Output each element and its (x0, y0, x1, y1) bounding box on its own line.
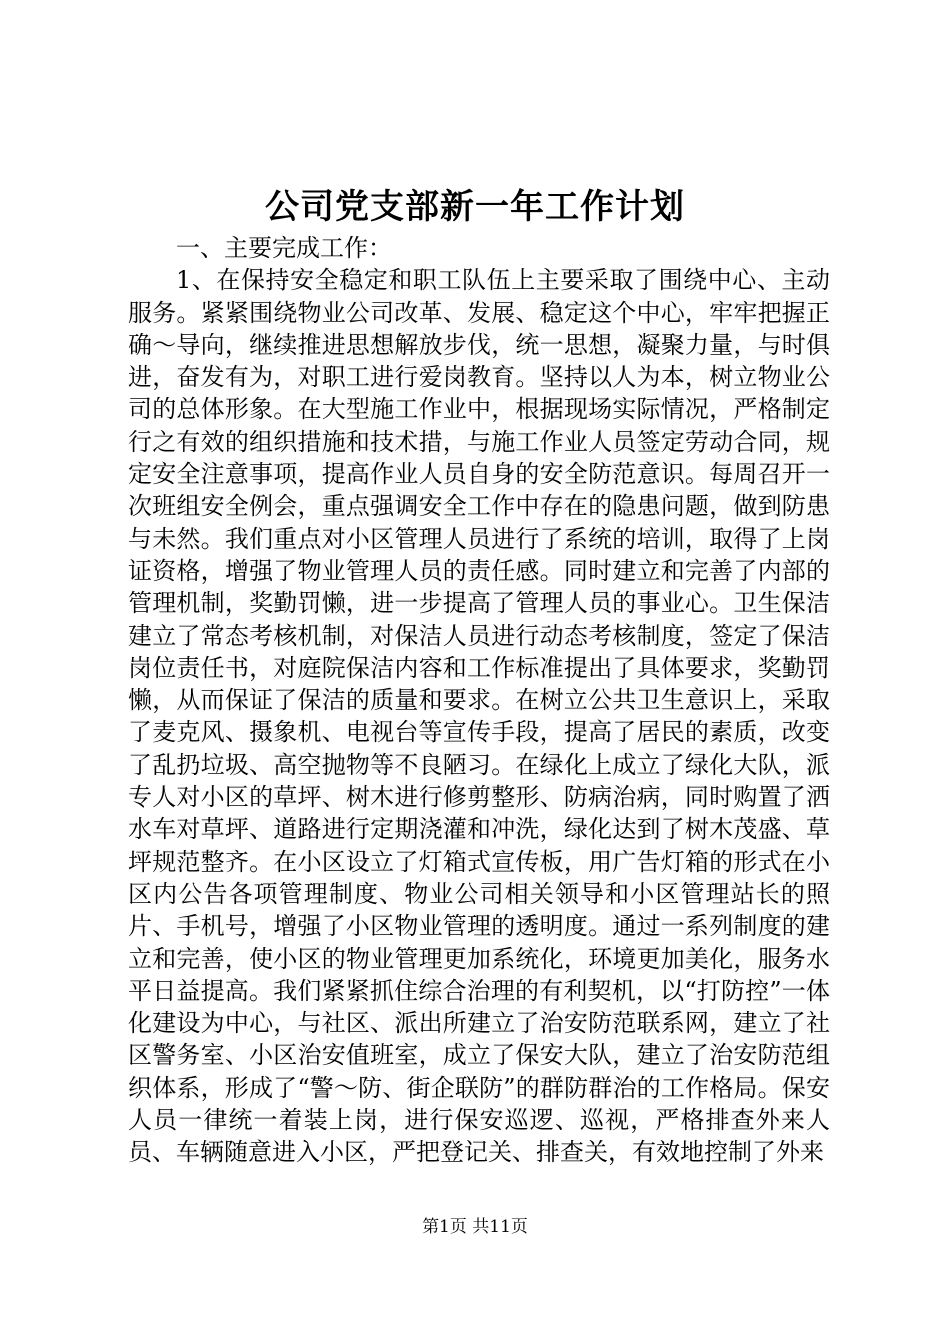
document-title: 公司党支部新一年工作计划 (265, 187, 685, 227)
body-paragraph: 1、在保持安全稳定和职工队伍上主要采取了围绕中心、主动服务。紧紧围绕物业公司改革、发展、稳定这个中心，牢牢把握正确～导向，继续推进思想解放步伐，统一思想，凝聚力量，与时俱进，奋发有为，对职工进行爱岗教育。坚持以人为本，树立物业公司的总体形象。在大型施工作业中，根据现场实际情况，严格制定行之有效的组织措施和技术措，与施工作业人员签定劳动合同，规定安全注意事项，提高作业人员自身的安全防范意识。每周召开一次班组安全例会，重点强调安全工作中存在的隐患问题，做到防患与未然。我们重点对小区管理人员进行了系统的培训，取得了上岗证资格，增强了物业管理人员的责任感。同时建立和完善了内部的管理机制，奖勤罚懒，进一步提高了管理人员的事业心。卫生保洁建立了常态考核机制，对保洁人员进行动态考核制度，签定了保洁岗位责任书，对庭院保洁内容和工作标准提出了具体要求，奖勤罚懒，从而保证了保洁的质量和要求。在树立公共卫生意识上，采取了麦克风、摄象机、电视台等宣传手段，提高了居民的素质，改变了乱扔垃圾、高空抛物等不良陋习。在绿化上成立了绿化大队，派专人对小区的草坪、树木进行修剪整形、防病治病，同时购置了洒水车对草坪、道路进行定期浇灌和冲洗，绿化达到了树木茂盛、草坪规范整齐。在小区设立了灯箱式宣传板，用广告灯箱的形式在小区内公告各项管理制度、物业公司相关领导和小区管理站长的照片、手机号，增强了小区物业管理的透明度。通过一系列制度的建立和完善，使小区的物业管理更加系统化，环境更加美化，服务水平日益提高。我们紧紧抓住综合治理的有利契机，以“打防控”一体化建设为中心，与社区、派出所建立了治安防范联系网，建立了社区警务室、小区治安值班室，成立了保安大队，建立了治安防范组织体系，形成了“警～防、街企联防”的群防群治的工作格局。保安人员一律统一着装上岗，进行保安巡逻、巡视，严格排查外来人员、车辆随意进入小区，严把登记关、排查关，有效地控制了外来 (128, 266, 830, 1167)
section-heading: 一、主要完成工作： (176, 234, 392, 262)
document-body (128, 232, 830, 1169)
page-number: 第1页 共11页 (422, 1217, 528, 1237)
